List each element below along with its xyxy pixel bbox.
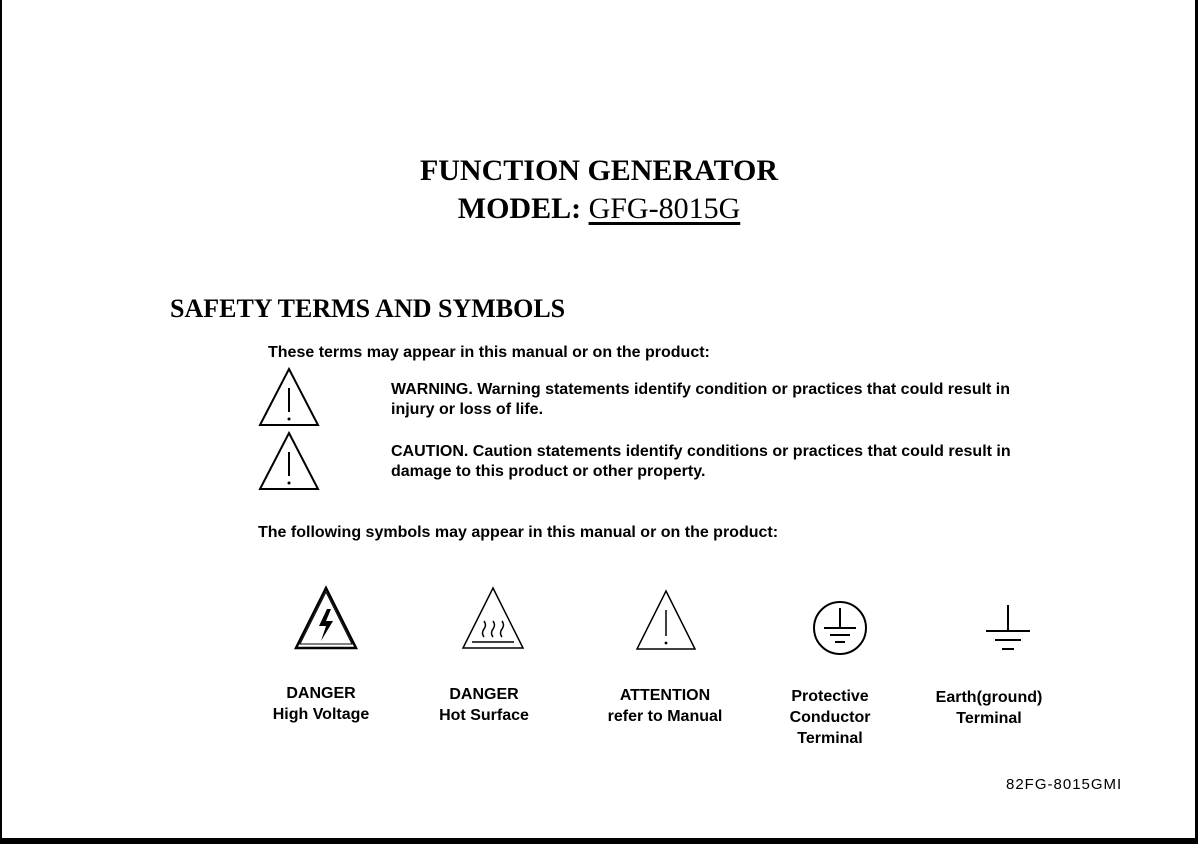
caption-line: Terminal xyxy=(956,710,1022,727)
earth-ground-icon xyxy=(980,603,1036,659)
caption-line: Earth(ground) xyxy=(935,689,1043,706)
symbols-intro: The following symbols may appear in this manual or on the product: xyxy=(258,524,779,541)
caption-line: High Voltage xyxy=(272,706,370,723)
document-title: FUNCTION GENERATOR xyxy=(419,154,779,187)
attention-icon xyxy=(634,588,698,652)
caption-line: Conductor xyxy=(789,709,871,726)
caption-line: Terminal xyxy=(797,730,863,747)
symbol-caption-attention xyxy=(575,685,755,727)
high-voltage-icon xyxy=(293,585,359,651)
symbol-caption-high-voltage xyxy=(231,683,411,725)
symbol-caption-earth-ground xyxy=(899,687,1079,729)
warning-statement: WARNING. Warning statements identify condition or practices that could result in injury or loss of life. xyxy=(391,381,1011,418)
caption-line: Hot Surface xyxy=(439,707,529,724)
caption-line: refer to Manual xyxy=(607,708,723,725)
caution-statement: CAUTION. Caution statements identify conditions or practices that could result in damage to this product or other property. xyxy=(391,443,1011,480)
warning-triangle-icon xyxy=(257,366,321,428)
symbol-caption-hot-surface xyxy=(394,684,574,726)
model-line xyxy=(0,192,1198,226)
protective-conductor-icon xyxy=(810,598,870,658)
model-label: MODEL: xyxy=(457,192,582,225)
caption-line: Protective xyxy=(791,688,869,705)
scan-edge-bottom xyxy=(0,838,1198,844)
symbol-caption-protective-conductor xyxy=(740,686,920,749)
caption-line: ATTENTION xyxy=(619,687,711,704)
model-value: GFG-8015G xyxy=(588,192,741,225)
caption-line: DANGER xyxy=(286,685,356,702)
scan-edge-left xyxy=(0,0,2,844)
section-title: SAFETY TERMS AND SYMBOLS xyxy=(170,294,566,323)
terms-intro: These terms may appear in this manual or on the product: xyxy=(268,344,710,361)
document-code: 82FG-8015GMI xyxy=(1006,776,1123,793)
caution-triangle-icon xyxy=(257,430,321,492)
caption-line: DANGER xyxy=(449,686,519,703)
hot-surface-icon xyxy=(460,585,526,651)
